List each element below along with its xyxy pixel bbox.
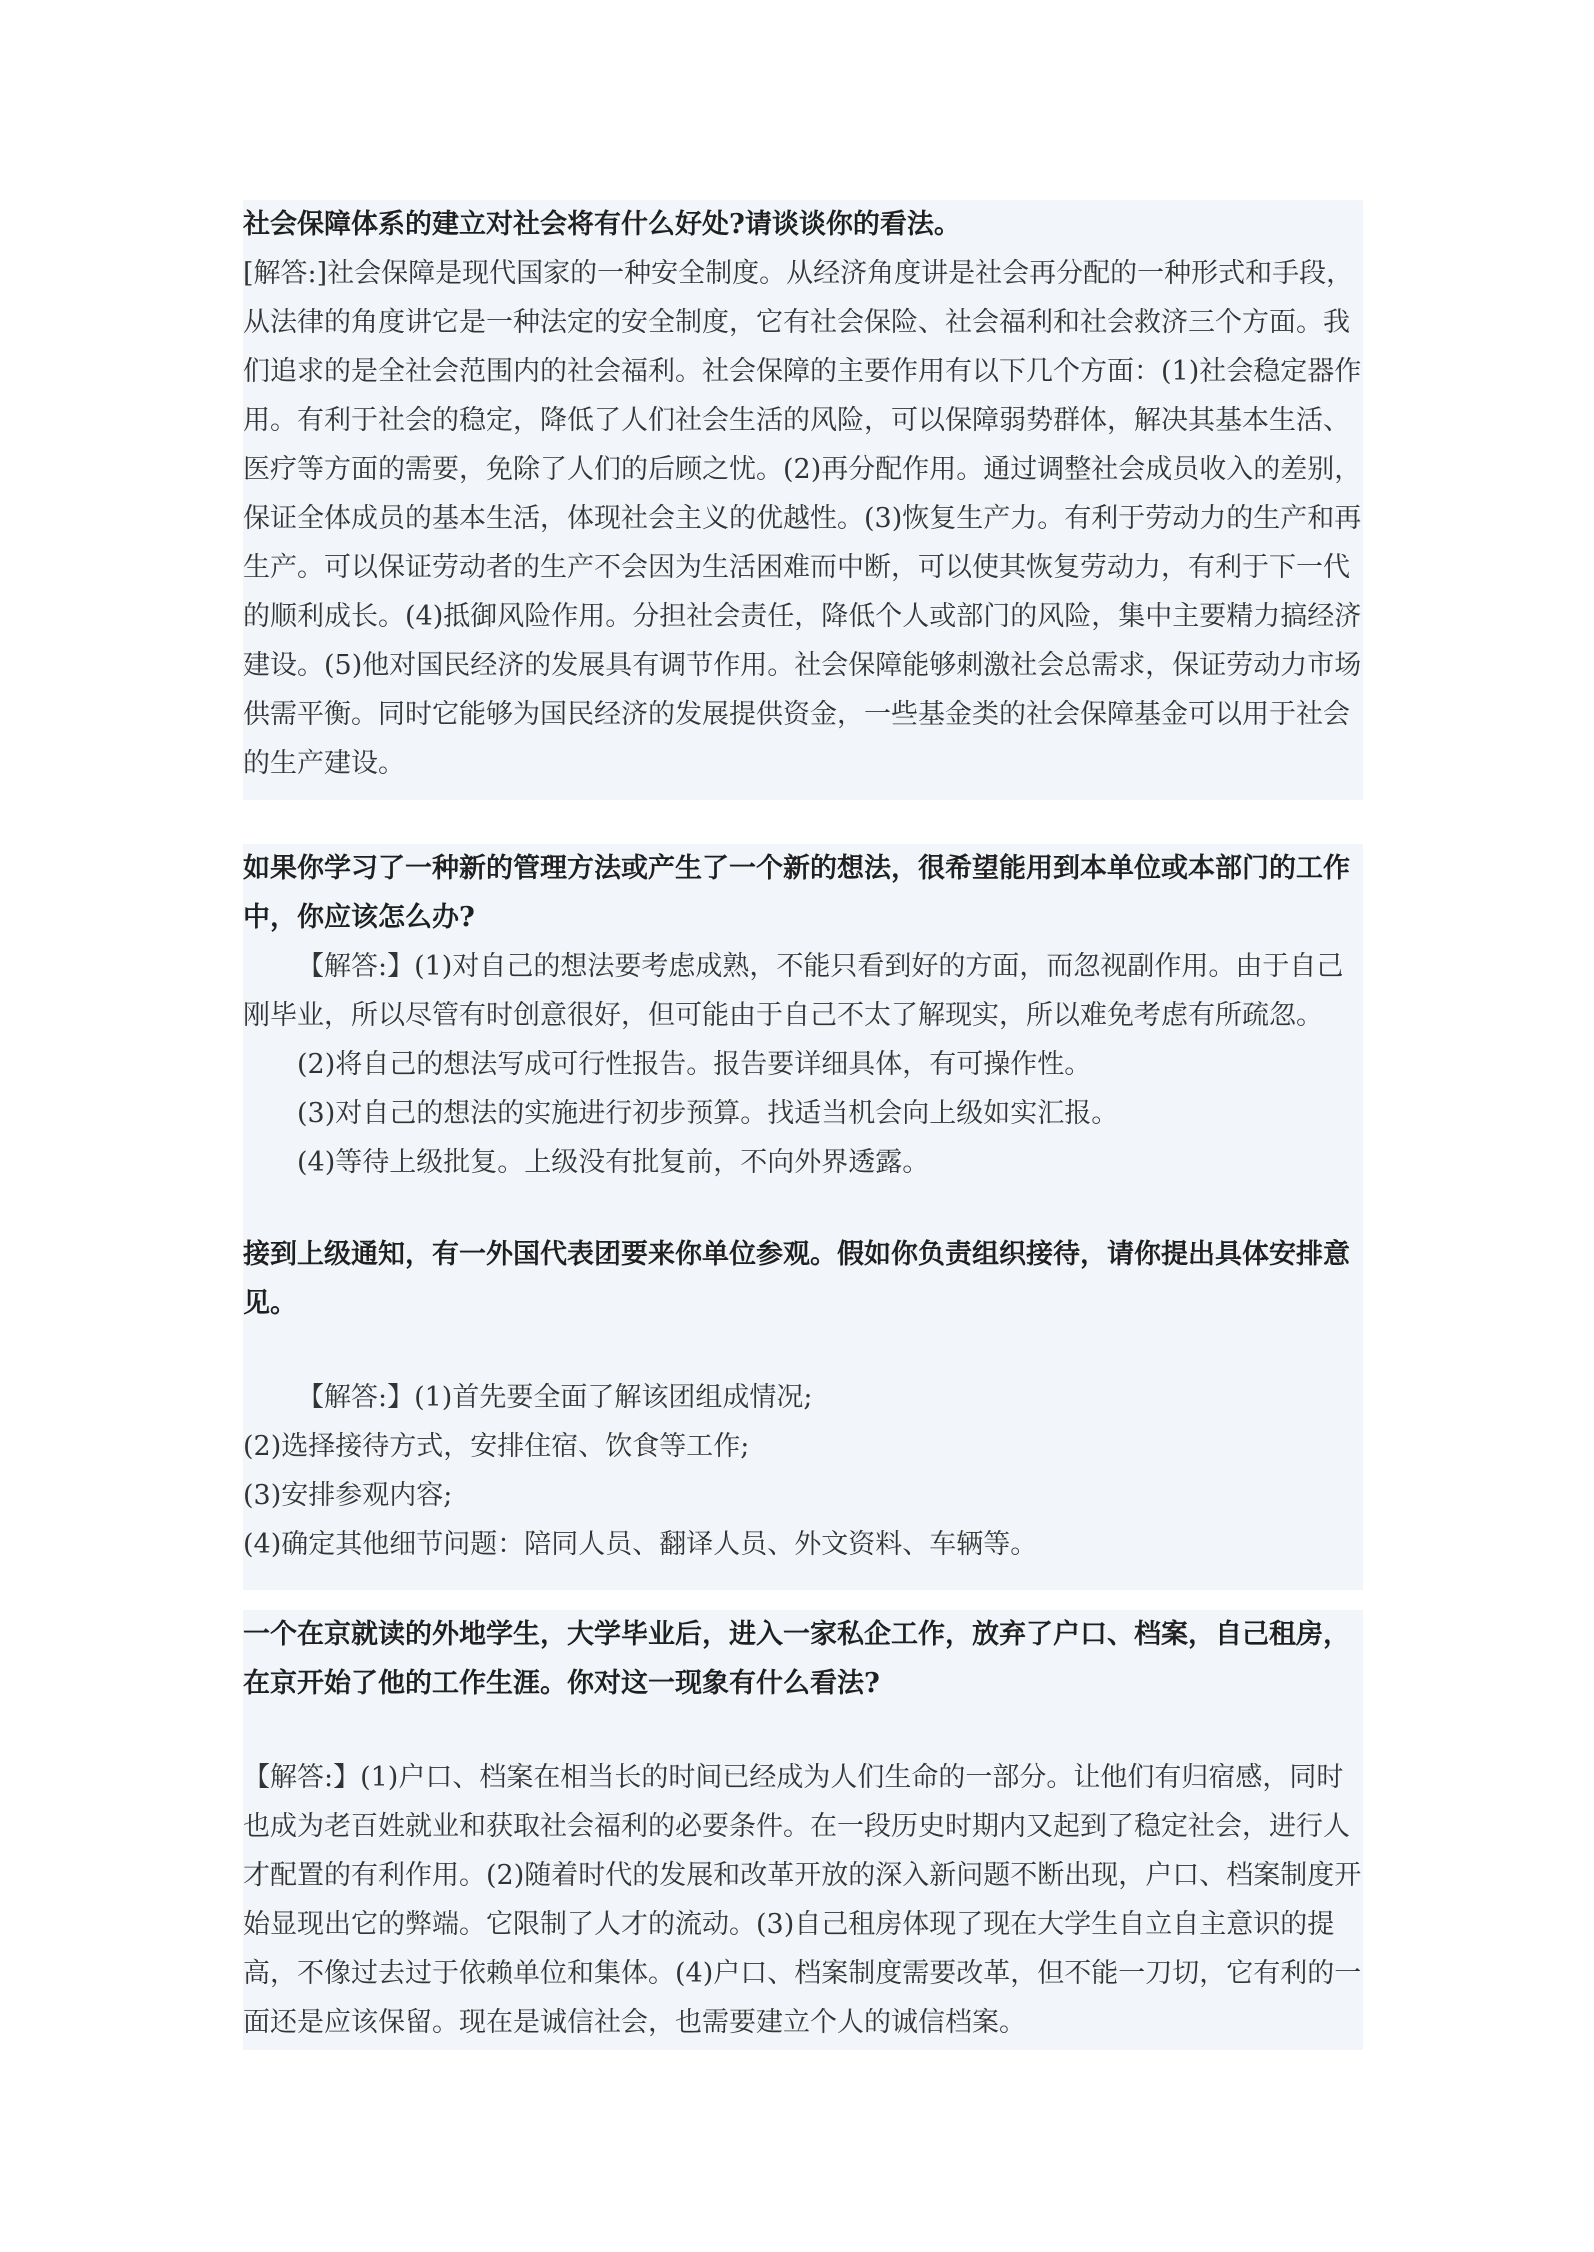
answer-line: 【解答:】(1)首先要全面了解该团组成情况; bbox=[297, 1382, 813, 1413]
answer-line: (3)安排参观内容; bbox=[243, 1480, 453, 1511]
spacer bbox=[243, 1708, 1363, 1753]
answer-line: (4)等待上级批复。上级没有批复前，不向外界透露。 bbox=[297, 1147, 930, 1178]
question-heading: 如果你学习了一种新的管理方法或产生了一个新的想法，很希望能用到本单位或本部门的工作中，你应该怎么办? bbox=[243, 853, 1350, 933]
answer-paragraph: 【解答:】(1)户口、档案在相当长的时间已经成为人们生命的一部分。让他们有归宿感，同时也成为老百姓就业和获取社会福利的必要条件。在一段历史时期内又起到了稳定社会，进行人才配置的有利作用。(2)随着时代的发展和改革开放的深入新问题不断出现，户口、档案制度开始显现出它的弊端。它限制了人才的流动。(3)自己租房体现了现在大学生自立自主意识的提高，不像过去过于依赖单位和集体。(4)户口、档案制度需要改革，但不能一刀切，它有利的一面还是应该保留。现在是诚信社会，也需要建立个人的诚信档案。 bbox=[243, 1762, 1362, 2038]
qa-section-foreign-delegation bbox=[243, 1230, 1363, 1590]
answer-line: (2)将自己的想法写成可行性报告。报告要详细具体，有可操作性。 bbox=[297, 1049, 1092, 1080]
answer-line: (3)对自己的想法的实施进行初步预算。找适当机会向上级如实汇报。 bbox=[297, 1098, 1119, 1129]
question-heading: 接到上级通知，有一外国代表团要来你单位参观。假如你负责组织接待，请你提出具体安排意见。 bbox=[243, 1239, 1350, 1319]
qa-section-social-security bbox=[243, 200, 1363, 800]
answer-line: (2)选择接待方式，安排住宿、饮食等工作; bbox=[243, 1431, 750, 1462]
answer-line: 【解答:】(1)对自己的想法要考虑成熟，不能只看到好的方面，而忽视副作用。由于自己刚毕业，所以尽管有时创意很好，但可能由于自己不太了解现实，所以难免考虑有所疏忽。 bbox=[243, 951, 1344, 1031]
answer-line: (4)确定其他细节问题：陪同人员、翻译人员、外文资料、车辆等。 bbox=[243, 1529, 1038, 1560]
qa-section-student-hukou bbox=[243, 1610, 1363, 2050]
spacer bbox=[243, 1328, 1363, 1373]
document-page bbox=[243, 200, 1363, 2060]
question-heading: 一个在京就读的外地学生，大学毕业后，进入一家私企工作，放弃了户口、档案，自己租房，在京开始了他的工作生涯。你对这一现象有什么看法? bbox=[243, 1619, 1350, 1699]
question-heading: 社会保障体系的建立对社会将有什么好处?请谈谈你的看法。 bbox=[243, 209, 961, 240]
answer-paragraph: [解答:]社会保障是现代国家的一种安全制度。从经济角度讲是社会再分配的一种形式和手段，从法律的角度讲它是一种法定的安全制度，它有社会保险、社会福利和社会救济三个方面。我们追求的是全社会范围内的社会福利。社会保障的主要作用有以下几个方面：(1)社会稳定器作用。有利于社会的稳定，降低了人们社会生活的风险，可以保障弱势群体，解决其基本生活、医疗等方面的需要，免除了人们的后顾之忧。(2)再分配作用。通过调整社会成员收入的差别，保证全体成员的基本生活，体现社会主义的优越性。(3)恢复生产力。有利于劳动力的生产和再生产。可以保证劳动者的生产不会因为生活困难而中断，可以使其恢复劳动力，有利于下一代的顺利成长。(4)抵御风险作用。分担社会责任，降低个人或部门的风险，集中主要精力搞经济建设。(5)他对国民经济的发展具有调节作用。社会保障能够刺激社会总需求，保证劳动力市场供需平衡。同时它能够为国民经济的发展提供资金，一些基金类的社会保障基金可以用于社会的生产建设。 bbox=[243, 258, 1362, 779]
qa-section-new-management-idea bbox=[243, 844, 1363, 1234]
